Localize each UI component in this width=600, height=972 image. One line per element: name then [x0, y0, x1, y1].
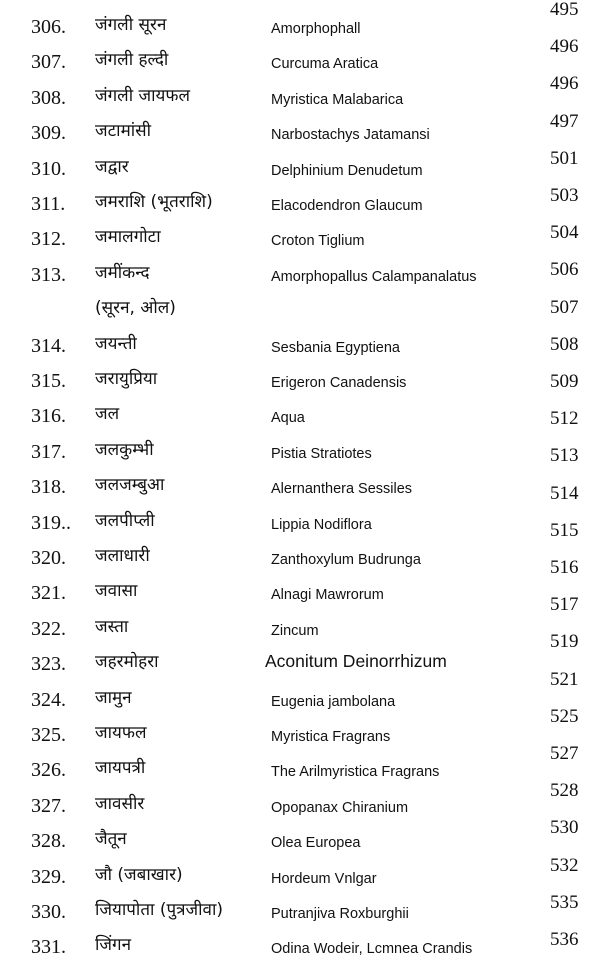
entry-number: 329. [31, 865, 66, 888]
latin-name: Aqua [271, 410, 305, 427]
entry-number: 314. [31, 334, 66, 357]
page-number: 532 [550, 854, 579, 876]
latin-name: Olea Europea [271, 835, 361, 852]
hindi-name: जैतून [95, 829, 127, 850]
page-number: 517 [550, 594, 579, 616]
latin-name: Opopanax Chiranium [271, 799, 409, 816]
page-number: 514 [550, 482, 579, 504]
entry-number: 308. [31, 86, 66, 109]
entry-number: 327. [31, 794, 66, 817]
index-entry [0, 83, 600, 113]
hindi-name: जायपत्री [95, 758, 146, 779]
entry-number: 322. [31, 617, 66, 640]
latin-name: Delphinium Denudetum [271, 162, 423, 179]
hindi-name: जद्वार [95, 156, 129, 177]
index-entry [0, 932, 600, 962]
index-entry [0, 720, 600, 750]
latin-name: Eugenia jambolana [271, 693, 396, 710]
page-number: 501 [550, 147, 579, 169]
index-entry [0, 224, 600, 254]
page-number: 506 [550, 259, 579, 281]
hindi-name: जल [95, 404, 120, 425]
index-entry [0, 154, 600, 184]
hindi-name: जलाधारी [95, 546, 150, 566]
hindi-name: जंगली जायफल [95, 85, 191, 106]
entry-number: 307. [31, 51, 66, 74]
hindi-name: जवासा [95, 581, 138, 602]
page-number: 495 [550, 0, 579, 20]
page-number: 513 [550, 445, 579, 467]
hindi-name: जमालगोटा [95, 227, 161, 248]
index-entry [0, 118, 600, 148]
index-entry [0, 826, 600, 856]
page-number: 508 [550, 333, 579, 355]
index-entry [0, 755, 600, 785]
hindi-name: जरायुप्रिया [95, 369, 158, 389]
index-entry [0, 437, 600, 467]
hindi-name: जलकुम्भी [95, 439, 154, 460]
hindi-name: जियापोता (पुत्रजीवा) [95, 900, 224, 920]
latin-name: Amorphophall [271, 21, 361, 37]
index-entry [0, 578, 600, 608]
entry-number: 310. [31, 157, 66, 180]
hindi-name: जामुन [95, 687, 132, 708]
index-entry [0, 685, 600, 715]
entry-number: 326. [31, 759, 66, 782]
index-entry-continuation [0, 295, 600, 325]
hindi-name: जौ (जबाखार) [95, 864, 183, 885]
hindi-name: जयन्ती [95, 333, 137, 354]
index-entry [0, 12, 600, 42]
index-entry [0, 47, 600, 77]
page-number: 519 [550, 631, 579, 653]
page-number: 535 [550, 891, 579, 913]
hindi-name: जंगली हल्दी [95, 50, 169, 71]
page-number: 516 [550, 557, 579, 578]
page-number: 512 [550, 408, 579, 430]
latin-name: The Arilmyristica Fragrans [271, 764, 440, 781]
latin-name: Myristica Fragrans [271, 729, 391, 745]
latin-name: Elacodendron Glaucum [271, 198, 423, 214]
hindi-name: जिंगन [95, 935, 132, 956]
page-number: 509 [550, 371, 579, 392]
latin-name: Narbostachys Jatamansi [271, 127, 430, 144]
hindi-name: जावसीर [95, 793, 145, 814]
entry-number: 319.. [31, 511, 71, 534]
entry-number: 311. [31, 193, 66, 215]
latin-name: Pistia Stratiotes [271, 445, 372, 462]
hindi-name: जलपीप्ली [95, 510, 155, 531]
hindi-name: जहरमोहरा [95, 652, 159, 673]
page-number: 496 [550, 73, 579, 95]
entry-number: 330. [31, 901, 66, 923]
index-entry [0, 401, 600, 431]
page-number: 525 [550, 705, 579, 727]
page-number: 507 [550, 296, 579, 318]
entry-number: 328. [31, 830, 66, 853]
entry-number: 313. [31, 263, 66, 286]
page-number: 503 [550, 185, 579, 206]
latin-name: Croton Tiglium [271, 233, 365, 250]
hindi-name: जमराशि (भूतराशि) [95, 192, 213, 212]
latin-name: Amorphopallus Calampanalatus [271, 268, 477, 285]
index-entry [0, 508, 600, 538]
hindi-name: जायफल [95, 723, 147, 743]
entry-number: 315. [31, 370, 66, 392]
index-entry [0, 862, 600, 892]
latin-name: Erigeron Canadensis [271, 375, 407, 391]
page-number: 527 [550, 743, 579, 764]
page-number: 536 [550, 929, 579, 950]
entry-number: 320. [31, 547, 66, 569]
index-entry [0, 472, 600, 502]
latin-name: Zincum [271, 622, 319, 639]
page-number: 528 [550, 780, 579, 802]
page-number: 530 [550, 817, 579, 839]
latin-name: Lippia Nodiflora [271, 516, 372, 533]
hindi-name: जमींकन्द [95, 262, 150, 283]
index-entry [0, 897, 600, 927]
hindi-name: जंगली सूरन [95, 15, 167, 35]
index-entry [0, 331, 600, 361]
hindi-name: जस्ता [95, 616, 129, 637]
entry-number: 309. [31, 122, 66, 145]
page-number: 521 [550, 668, 579, 690]
hindi-name: जटामांसी [95, 121, 152, 142]
page-number: 515 [550, 519, 579, 541]
hindi-name: (सूरन, ओल) [95, 298, 176, 319]
latin-name: Sesbania Egyptiena [271, 339, 400, 356]
page-number: 496 [550, 36, 579, 58]
latin-name: Myristica Malabarica [271, 91, 404, 108]
entry-number: 312. [31, 228, 66, 251]
hindi-name: जलजम्बुआ [95, 475, 165, 496]
latin-name: Curcuma Aratica [271, 56, 379, 73]
index-entry [0, 791, 600, 821]
latin-name: Alnagi Mawrorum [271, 587, 384, 604]
entry-number: 331. [31, 936, 66, 959]
entry-number: 306. [31, 16, 66, 38]
entry-number: 323. [31, 653, 66, 676]
entry-number: 321. [31, 582, 66, 605]
latin-name: Putranjiva Roxburghii [271, 906, 409, 922]
latin-name: Hordeum Vnlgar [271, 870, 377, 887]
latin-name: Alernanthera Sessiles [271, 481, 413, 498]
index-entry [0, 189, 600, 219]
latin-name: Odina Wodeir, Lcmnea Crandis [271, 941, 473, 958]
entry-number: 318. [31, 476, 66, 499]
latin-name: Aconitum Deinorrhizum [265, 651, 447, 672]
latin-name: Zanthoxylum Budrunga [271, 552, 421, 568]
index-entry [0, 649, 600, 679]
entry-number: 325. [31, 724, 66, 746]
index-entry [0, 614, 600, 644]
entry-number: 324. [31, 688, 66, 711]
page-number: 504 [550, 222, 579, 244]
entry-number: 317. [31, 440, 66, 463]
index-entry [0, 366, 600, 396]
entry-number: 316. [31, 405, 66, 428]
index-entry [0, 543, 600, 573]
page-number: 497 [550, 110, 579, 132]
index-entry [0, 260, 600, 290]
